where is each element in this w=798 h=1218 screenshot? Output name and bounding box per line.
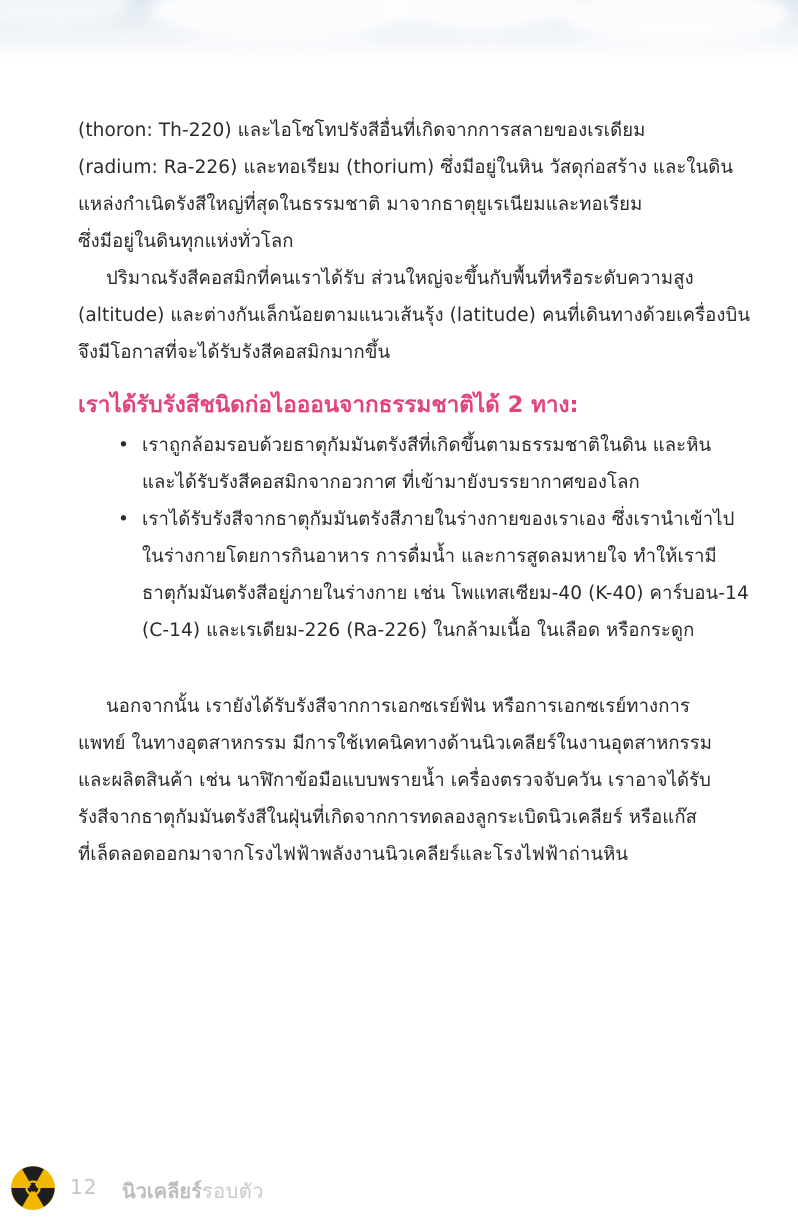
- intro-paragraph: [78, 112, 750, 260]
- list-item-line: [78, 427, 750, 464]
- sky-header-image: [0, 0, 798, 62]
- bullet-list: [78, 427, 750, 649]
- list-item: [78, 427, 750, 501]
- section-heading: เราได้รับรังสีชนิดก่อไอออนจากธรรมชาติได้ 2 ทาง:: [78, 392, 579, 418]
- list-item-line: ธาตุกัมมันตรังสีอยู่ภายในร่างกาย เช่น โพแทสเซียม-40 (K-40) คาร์บอน-14: [142, 583, 749, 604]
- paragraph-line: (thoron: Th-220) และไอโซโทปรังสีอื่นที่เกิดจากการสลายของเรเดียม: [78, 120, 646, 141]
- cosmic-paragraph: [78, 260, 750, 371]
- paragraph-line: ซึ่งมีอยู่ในดินทุกแห่งทั่วโลก: [78, 231, 294, 252]
- paragraph-line: จึงมีโอกาสที่จะได้รับรังสีคอสมิกมากขึ้น: [78, 342, 391, 363]
- list-item: [78, 501, 750, 649]
- list-item-line: (C-14) และเรเดียม-226 (Ra-226) ในกล้ามเนื้อ ในเลือด หรือกระดูก: [142, 620, 695, 641]
- paragraph-line: แหล่งกำเนิดรังสีใหญ่ที่สุดในธรรมชาติ มาจากธาตุยูเรเนียมและทอเรียม: [78, 194, 643, 215]
- bullet-marker: •: [118, 435, 130, 456]
- book-title-part2: รอบตัว: [201, 1179, 265, 1203]
- page-footer: [10, 1160, 410, 1218]
- page-number: 12: [70, 1175, 98, 1199]
- book-title: [122, 1175, 264, 1207]
- book-title-part1: นิวเคลียร์: [122, 1179, 202, 1203]
- paragraph-line: แพทย์ ในทางอุตสาหกรรม มีการใช้เทคนิคทางด้านนิวเคลียร์ในงานอุตสาหกรรม: [78, 733, 713, 754]
- page-body: [78, 112, 750, 873]
- list-item-text: เราถูกล้อมรอบด้วยธาตุกัมมันตรังสีที่เกิดขึ้นตามธรรมชาติในดิน และหิน: [142, 435, 712, 456]
- bullet-marker: •: [118, 509, 130, 530]
- list-item-text: เราได้รับรังสีจากธาตุกัมมันตรังสีภายในร่างกายของเราเอง ซึ่งเรานำเข้าไป: [142, 509, 735, 530]
- list-item-line: ในร่างกายโดยการกินอาหาร การดื่มน้ำ และการสูดลมหายใจ ทำให้เรามี: [142, 546, 717, 567]
- paragraph-line: และผลิตสินค้า เช่น นาฬิกาข้อมือแบบพรายน้ำ เครื่องตรวจจับควัน เราอาจได้รับ: [78, 770, 712, 791]
- paragraph-line: (altitude) และต่างกันเล็กน้อยตามแนวเส้นรุ้ง (latitude) คนที่เดินทางด้วยเครื่องบิน: [78, 305, 751, 326]
- radiation-trefoil-icon: [10, 1165, 56, 1211]
- list-item-line: และได้รับรังสีคอสมิกจากอวกาศ ที่เข้ามายังบรรยากาศของโลก: [142, 472, 640, 493]
- paragraph-line: ที่เล็ดลอดออกมาจากโรงไฟฟ้าพลังงานนิวเคลียร์และโรงไฟฟ้าถ่านหิน: [78, 844, 629, 865]
- closing-paragraph: [78, 688, 750, 873]
- paragraph-line: รังสีจากธาตุกัมมันตรังสีในฝุ่นที่เกิดจากการทดลองลูกระเบิดนิวเคลียร์ หรือแก๊ส: [78, 807, 698, 828]
- paragraph-line: นอกจากนั้น เรายังได้รับรังสีจากการเอกซเรย์ฟัน หรือการเอกซเรย์ทางการ: [106, 696, 691, 717]
- paragraph-line: ปริมาณรังสีคอสมิกที่คนเราได้รับ ส่วนใหญ่จะขึ้นกับพื้นที่หรือระดับความสูง: [106, 268, 694, 289]
- paragraph-line: (radium: Ra-226) และทอเรียม (thorium) ซึ่งมีอยู่ในหิน วัสดุก่อสร้าง และในดิน: [78, 157, 734, 178]
- list-item-line: [78, 501, 750, 538]
